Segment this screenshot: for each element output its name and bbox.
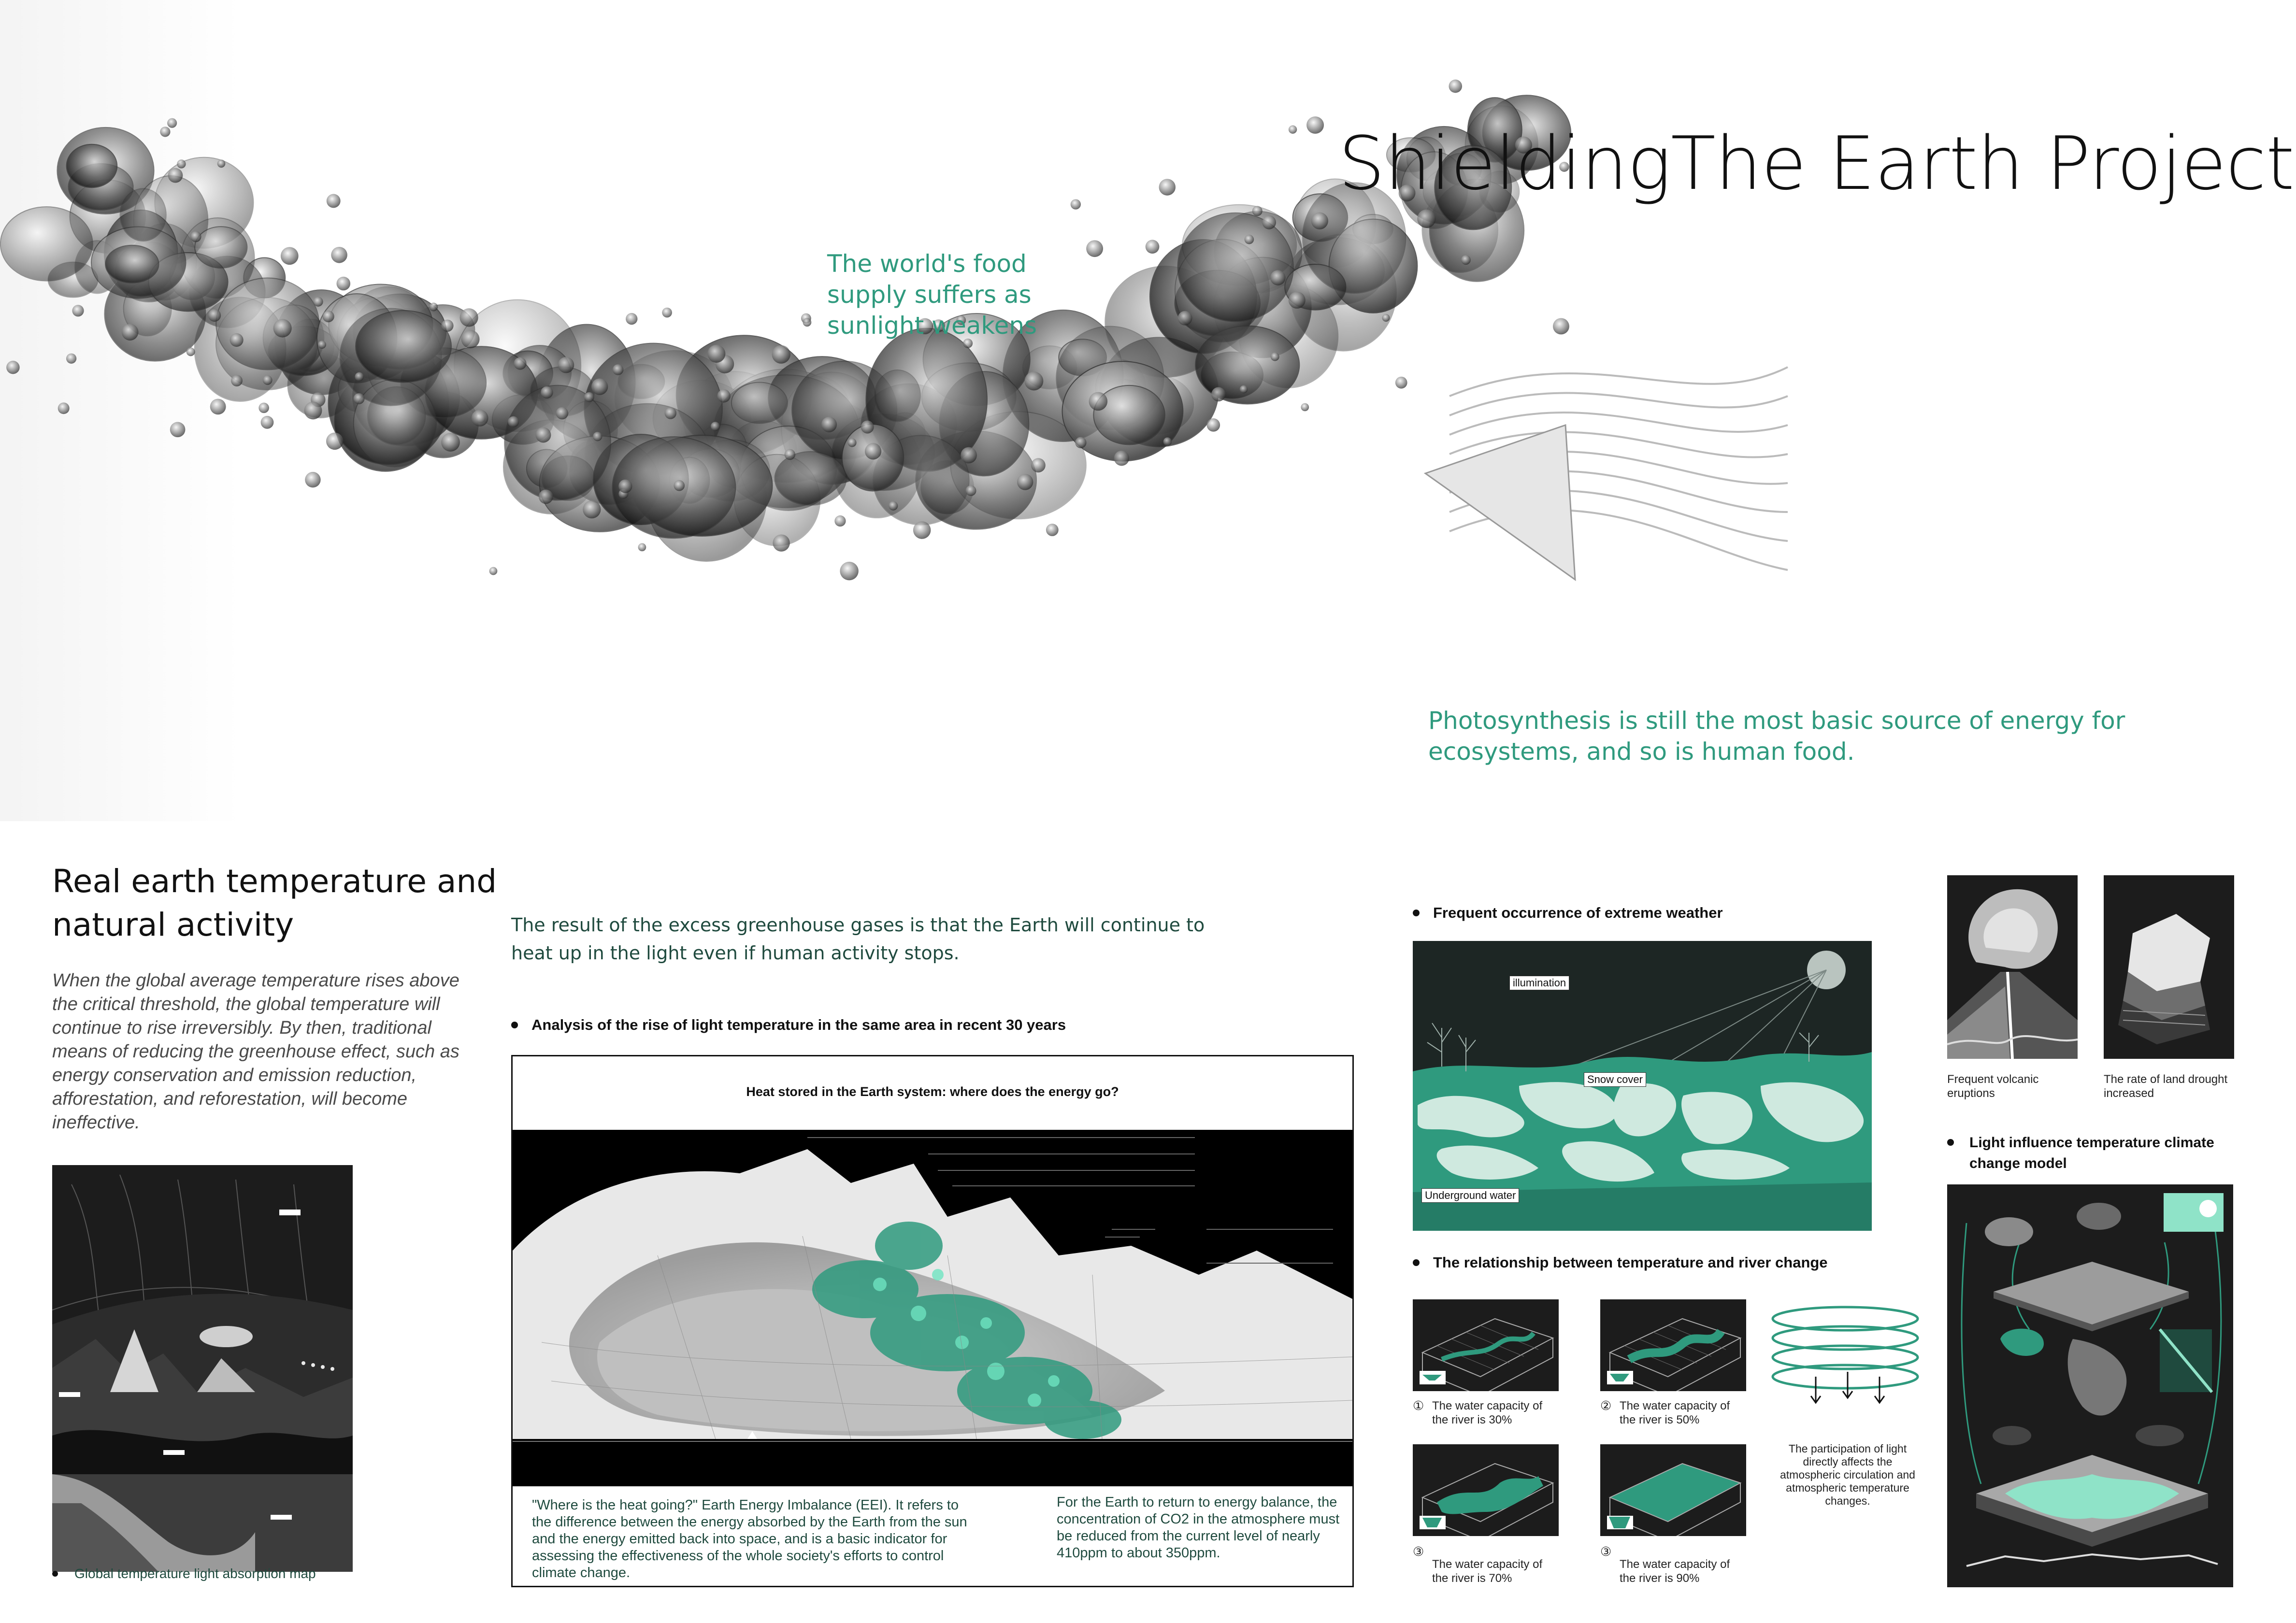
- sculpture-droplet: [354, 393, 365, 404]
- bullet-dot: [52, 1571, 58, 1577]
- river-caption-70: ③ The water capacity of the river is 70%: [1413, 1544, 1543, 1585]
- bullet-dot: [511, 1022, 518, 1028]
- sculpture-droplet: [913, 521, 931, 539]
- sculpture-bubble: [504, 385, 611, 500]
- sculpture-droplet: [231, 375, 243, 386]
- sculpture-droplet: [803, 318, 812, 327]
- sculpture-bubble: [195, 227, 247, 268]
- river-tile-90: [1600, 1444, 1746, 1536]
- sculpture-droplet: [273, 319, 292, 337]
- sculpture-droplet: [160, 127, 170, 137]
- sculpture-droplet: [258, 403, 269, 413]
- sculpture-droplet: [1207, 418, 1220, 432]
- volcano-illustration: [1947, 875, 2078, 1059]
- sculpture-droplet: [323, 311, 334, 322]
- sculpture-droplet: [583, 500, 601, 518]
- greenhouse-intro: The result of the excess greenhouse gases is that the Earth will continue to heat up in the light even if human activity stops.: [511, 914, 1205, 964]
- sculpture-droplet: [889, 501, 898, 511]
- sculpture-bubble: [875, 370, 920, 421]
- analysis-bullet: Analysis of the rise of light temperature in the same area in recent 30 years: [511, 1016, 1066, 1034]
- snow-cover-label: Snow cover: [1584, 1072, 1646, 1087]
- sculpture-droplet: [6, 361, 20, 374]
- sculpture-bubble: [356, 311, 451, 383]
- sculpture-droplet: [429, 303, 438, 312]
- river-tile-30: [1413, 1299, 1559, 1391]
- sculpture-droplet: [1031, 458, 1046, 472]
- sculpture-droplet: [1252, 206, 1263, 216]
- sculpture-droplet: [1178, 311, 1192, 326]
- sculpture-droplet: [584, 392, 594, 402]
- sculpture-droplet: [711, 422, 720, 431]
- sculpture-droplet: [1017, 474, 1033, 490]
- sculpture-droplet: [460, 308, 478, 327]
- river-caption-30: ① The water capacity of the river is 30%: [1413, 1398, 1543, 1426]
- sculpture-bubble: [105, 245, 158, 283]
- weather-illustration: [1413, 941, 1872, 1231]
- sculpture-droplet: [167, 118, 177, 128]
- sculpture-droplet: [461, 330, 480, 348]
- sculpture-droplet: [847, 438, 856, 447]
- sculpture-droplet: [208, 309, 221, 322]
- sculpture-droplet: [170, 422, 186, 438]
- sculpture-droplet: [72, 305, 84, 316]
- sculpture-droplet: [304, 401, 322, 419]
- sculpture-droplet: [168, 168, 183, 183]
- drought-caption: The rate of land drought increased: [2104, 1073, 2228, 1100]
- eei-note: "Where is the heat going?" Earth Energy Imbalance (EEI). It refers to the difference between the energy absorbed by the Earth from the sun and the energy emitted back into space, and is a basic indicator for assessing the effectiveness of the whole society's efforts to control climate change.: [532, 1497, 967, 1580]
- river-caption-50: ② The water capacity of the river is 50%: [1600, 1398, 1730, 1426]
- sculpture-droplet: [187, 347, 195, 356]
- sculpture-droplet: [1163, 438, 1172, 446]
- sculpture-droplet: [539, 489, 553, 504]
- sculpture-droplet: [263, 375, 273, 385]
- sculpture-droplet: [1461, 255, 1471, 265]
- sculpture-droplet: [1449, 80, 1462, 93]
- sculpture-droplet: [281, 247, 299, 265]
- sculpture-droplet: [665, 407, 676, 419]
- sculpture-droplet: [1146, 240, 1160, 254]
- climate-model-diagram: [1947, 1184, 2233, 1587]
- sculpture-droplet: [965, 485, 976, 496]
- sculpture-droplet: [472, 410, 488, 427]
- sculpture-droplet: [326, 433, 344, 450]
- light-circulation-rings-icon: [1765, 1304, 1925, 1415]
- sculpture-droplet: [1271, 352, 1279, 361]
- sculpture-droplet: [662, 308, 672, 318]
- sculpture-droplet: [441, 433, 460, 452]
- sculpture-tentacle: [1449, 413, 1788, 435]
- sculpture-droplet: [541, 386, 553, 399]
- photosynthesis-caption: Photosynthesis is still the most basic source of energy for ecosystems, and so is human food.: [1428, 707, 2125, 766]
- sculpture-droplet: [591, 378, 608, 395]
- sculpture-droplet: [331, 247, 347, 263]
- sculpture-bubble: [1177, 213, 1293, 322]
- sculpture-droplet: [558, 357, 574, 373]
- sculpture-droplet: [1086, 240, 1103, 257]
- sculpture-droplet: [861, 421, 874, 434]
- heat-stored-figure: [511, 1055, 1354, 1587]
- river-change-bullet: The relationship between temperature and river change: [1413, 1254, 1828, 1271]
- underground-water-label: Underground water: [1421, 1188, 1519, 1203]
- map-caption: Global temperature light absorption map: [52, 1566, 316, 1581]
- river-caption-90: ③ The water capacity of the river is 90%: [1600, 1544, 1730, 1585]
- sculpture-droplet: [508, 416, 519, 427]
- sculpture-droplet: [840, 562, 858, 580]
- sculpture-droplet: [1395, 377, 1407, 389]
- sculpture-droplet: [261, 416, 274, 429]
- sculpture-droplet: [1289, 125, 1297, 133]
- sculpture-droplet: [1417, 210, 1435, 228]
- sculpture-droplet: [593, 432, 602, 441]
- sculpture-droplet: [1301, 403, 1309, 412]
- sculpture-droplet: [177, 159, 186, 168]
- sculpture-droplet: [1382, 314, 1390, 322]
- sculpture-droplet: [337, 277, 351, 291]
- sculpture-droplet: [1245, 235, 1254, 244]
- sculpture-droplet: [318, 341, 326, 349]
- sculpture-droplet: [1270, 270, 1286, 285]
- sculpture-droplet: [821, 417, 837, 432]
- sculpture-droplet: [190, 231, 201, 242]
- sculpture-droplet: [961, 447, 977, 464]
- terrain-render: [513, 1130, 1352, 1486]
- sculpture-droplet: [313, 297, 323, 306]
- sculpture-cone: [1425, 425, 1575, 580]
- sculpture-droplet: [556, 407, 569, 420]
- co2-note: For the Earth to return to energy balance, the concentration of CO2 in the atmosphere must be reduced from the current level of nearly 410ppm to about 350ppm.: [1057, 1495, 1340, 1561]
- sculpture-droplet: [772, 345, 790, 364]
- sculpture-droplet: [1289, 292, 1306, 309]
- sculpture-droplet: [210, 399, 226, 414]
- food-supply-caption: The world's food supply suffers as sunlight weakens: [827, 250, 1037, 340]
- sculpture-tentacle: [1449, 393, 1788, 415]
- sculpture-droplet: [1262, 215, 1276, 229]
- page-title: ShieldingThe Earth Project: [1338, 121, 2295, 206]
- sculpture-droplet: [1046, 524, 1059, 536]
- sculpture-droplet: [441, 320, 453, 332]
- sculpture-droplet: [1114, 451, 1129, 466]
- sculpture-droplet: [618, 480, 632, 493]
- sculpture-droplet: [785, 449, 795, 460]
- sculpture-droplet: [1071, 199, 1081, 209]
- sculpture-bubble: [775, 452, 847, 505]
- sculpture-droplet: [489, 567, 498, 575]
- sculpture-bubble: [120, 188, 166, 241]
- sculpture-droplet: [1024, 371, 1043, 390]
- sculpture-droplet: [626, 313, 637, 325]
- section-heading-temperature: Real earth temperature and natural activity: [52, 863, 497, 943]
- sculpture-droplet: [217, 159, 226, 168]
- sculpture-bubble: [732, 383, 788, 424]
- sculpture-droplet: [1553, 318, 1569, 334]
- light-participation-note: The participation of light directly affects the atmospheric circulation and atmospheric temperature changes.: [1780, 1442, 1915, 1507]
- sculpture-droplet: [834, 515, 846, 527]
- figure-title: Heat stored in the Earth system: where does the energy go?: [746, 1084, 1119, 1099]
- sculpture-bubble: [216, 278, 319, 370]
- sculpture-droplet: [514, 357, 526, 370]
- sculpture-droplet: [230, 333, 244, 347]
- drought-illustration: [2104, 875, 2234, 1059]
- light-absorption-map: [52, 1165, 353, 1572]
- sculpture-bubble: [0, 207, 93, 281]
- sculpture-droplet: [1159, 179, 1176, 195]
- extreme-weather-bullet: Frequent occurrence of extreme weather: [1413, 904, 1723, 922]
- sculpture-droplet: [1240, 385, 1248, 394]
- sculpture-droplet: [66, 354, 76, 364]
- illumination-label: illumination: [1509, 976, 1569, 990]
- sculpture-droplet: [718, 389, 731, 402]
- sculpture-droplet: [707, 345, 725, 363]
- sculpture-bubble: [67, 144, 117, 187]
- sculpture-droplet: [1211, 387, 1226, 402]
- sculpture-droplet: [865, 443, 881, 459]
- sculpture-droplet: [58, 402, 70, 414]
- bullet-dot: [1413, 910, 1420, 916]
- volcano-caption: Frequent volcanic eruptions: [1947, 1073, 2039, 1100]
- sculpture-droplet: [122, 324, 139, 341]
- sculpture-droplet: [1089, 392, 1108, 411]
- sculpture-droplet: [536, 427, 551, 443]
- sculpture-droplet: [613, 364, 624, 375]
- sculpture-droplet: [355, 372, 364, 382]
- sculpture-droplet: [327, 194, 341, 208]
- sculpture-droplet: [674, 480, 685, 491]
- sculpture-droplet: [773, 534, 789, 551]
- bullet-dot: [1413, 1259, 1420, 1266]
- threshold-paragraph: When the global average temperature rises above the critical threshold, the global temperature will continue to rise irreversibly. By then, traditional means of reducing the greenhouse effect, such as energy conservation and emission reduction, afforestation, and reforestation, will become ineffective.: [52, 970, 459, 1133]
- sculpture-droplet: [638, 543, 646, 552]
- climate-model-bullet: Light influence temperature climate change model: [1947, 1132, 2214, 1174]
- sculpture-bubble: [1093, 385, 1165, 445]
- sculpture-droplet: [1075, 437, 1086, 448]
- sculpture-droplet: [1311, 213, 1328, 229]
- river-tile-70: [1413, 1444, 1559, 1536]
- river-tile-50: [1600, 1299, 1746, 1391]
- sculpture-tentacle: [1449, 367, 1788, 396]
- bullet-dot: [1947, 1139, 1954, 1146]
- sculpture-droplet: [305, 472, 320, 487]
- sculpture-droplet: [1306, 116, 1324, 134]
